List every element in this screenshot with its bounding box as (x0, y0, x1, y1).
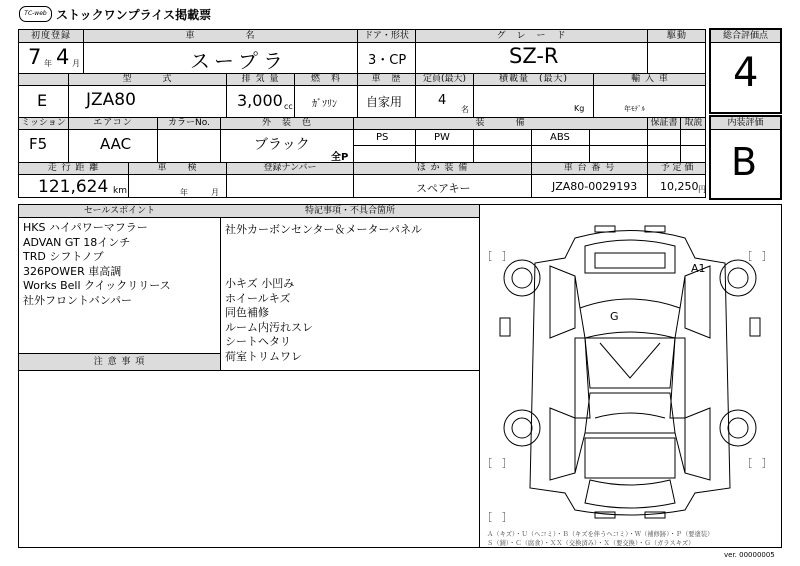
diagram-bracket: ［ ］ (482, 513, 512, 524)
history: 自家用 (366, 95, 403, 109)
label-interior-score: 内装評価 (711, 117, 780, 129)
equip-abs: ABS (550, 132, 570, 143)
label-history: 車 歴 (371, 74, 402, 84)
equip-ps: PS (376, 132, 389, 143)
mission: F5 (29, 135, 48, 153)
car-name: スープラ (190, 49, 288, 73)
label-fuel: 燃 料 (310, 74, 341, 84)
label-price: 予 定 価 (660, 163, 694, 173)
diagram-bracket: ［ ］ (482, 252, 512, 263)
label-aircon: エアコン (93, 118, 133, 128)
ext-color: ブラック (254, 137, 310, 153)
model-prefix: E (37, 91, 48, 110)
capacity-unit: 名 (461, 105, 469, 114)
legend-line-1: Ａ（キズ）・Ｕ（ヘコミ）・Ｂ（キズを伴うヘコミ）・Ｗ（補修跡）・Ｐ（要塗装） (487, 531, 714, 538)
diagram-bracket: ［ ］ (482, 459, 512, 470)
label-warranty: 保証書 (650, 118, 678, 128)
label-chassis: 車 台 番 号 (563, 163, 616, 173)
model: JZA80 (86, 90, 136, 110)
label-grade: グ レ ー ド (496, 31, 567, 41)
price: 10,250 (660, 180, 699, 193)
version-label: ver. 00000005 (724, 551, 775, 559)
damage-mark: G (610, 310, 619, 323)
list-item: TRD シフトノブ (23, 250, 104, 263)
first-reg-month: 4 (56, 45, 70, 69)
door-shape: 3・CP (368, 53, 407, 68)
remarks-lead: 社外カーボンセンター＆メーターパネル (225, 223, 423, 236)
notes-title: 注 意 事 項 (93, 357, 146, 367)
label-displacement: 排 気 量 (241, 74, 280, 84)
label-capacity: 定員(最大) (422, 74, 467, 84)
fuel: ｶﾞｿﾘﾝ (312, 99, 337, 110)
list-item: ADVAN GT 18インチ (23, 235, 131, 249)
diagram-bracket: ［ ］ (742, 459, 772, 470)
logo: TC-web (19, 6, 52, 22)
inspection-year-unit: 年 (180, 188, 188, 197)
label-other-equip: ほ か 装 備 (416, 163, 469, 173)
overall-score: 4 (733, 50, 759, 96)
inspection-month-unit: 月 (211, 188, 219, 197)
label-door: ドア・形状 (364, 31, 409, 41)
list-item: シートヘタリ (225, 335, 291, 348)
remarks-list (225, 277, 313, 364)
label-ext-color: 外 装 色 (261, 118, 312, 128)
label-import: 輸 入 車 (631, 74, 669, 84)
page-title: ストックワンプライス掲載票 (56, 8, 212, 22)
remarks-title: 特記事項・不具合箇所 (304, 206, 395, 216)
yen-unit: 円 (698, 185, 706, 194)
chassis-number: JZA80-0029193 (552, 180, 638, 193)
label-first-reg: 初度登録 (30, 31, 71, 41)
list-item: 荷室トリムワレ (225, 349, 302, 363)
damage-mark: A1 (691, 262, 706, 275)
list-item: ホイールキズ (225, 291, 291, 305)
interior-score: B (731, 140, 758, 184)
list-item: ルーム内汚れスレ (225, 320, 313, 334)
label-color-no: カラーNo. (168, 118, 210, 128)
label-manual: 取説 (684, 118, 703, 128)
label-mileage: 走 行 距 離 (47, 163, 100, 173)
label-equipment: 装 備 (475, 118, 526, 128)
sales-point-list (23, 221, 171, 308)
list-item: Works Bell クイックリリース (23, 279, 171, 292)
list-item: 326POWER 車高調 (23, 264, 122, 278)
load-unit: Kg (574, 104, 585, 113)
other-equip: スペアキー (416, 182, 471, 195)
import-note: 年ﾓﾃﾞﾙ (624, 105, 645, 113)
month-unit: 月 (72, 59, 80, 68)
label-plate: 登録ナンバー (263, 163, 317, 173)
km-unit: km (113, 186, 127, 196)
sales-title: セールスポイント (83, 206, 156, 216)
list-item: HKS ハイパワーマフラー (23, 221, 148, 234)
capacity: 4 (438, 93, 447, 108)
list-item: 小キズ 小凹み (225, 277, 295, 290)
label-inspection: 車 検 (157, 163, 198, 173)
label-car-name: 車 名 (185, 31, 256, 41)
diagram-bracket: ［ ］ (742, 252, 772, 263)
aircon: AAC (100, 135, 132, 153)
label-overall-score: 総合評価点 (711, 30, 780, 42)
label-drive: 駆動 (666, 31, 687, 41)
grade: SZ-R (509, 44, 559, 68)
first-reg-year: 7 (28, 45, 42, 69)
label-type: 型 式 (122, 74, 173, 84)
list-item: 社外フロントバンパー (23, 293, 133, 307)
label-mission: ミッション (21, 118, 66, 128)
equip-pw: PW (434, 132, 450, 143)
label-load: 積載量 (最大) (498, 74, 569, 84)
car-condition-diagram (480, 218, 780, 528)
mileage: 121,624 (38, 177, 109, 197)
year-unit: 年 (44, 59, 52, 68)
paint-type: 全P (331, 152, 349, 163)
displacement: 3,000 (237, 91, 283, 110)
list-item: 同色補修 (225, 306, 269, 319)
cc-unit: cc (284, 102, 293, 111)
legend-line-2: Ｓ（錆）・Ｃ（腐食）・ＸＸ（交換済み）・Ｘ（要交換）・Ｇ（ガラスキズ） (487, 540, 695, 547)
